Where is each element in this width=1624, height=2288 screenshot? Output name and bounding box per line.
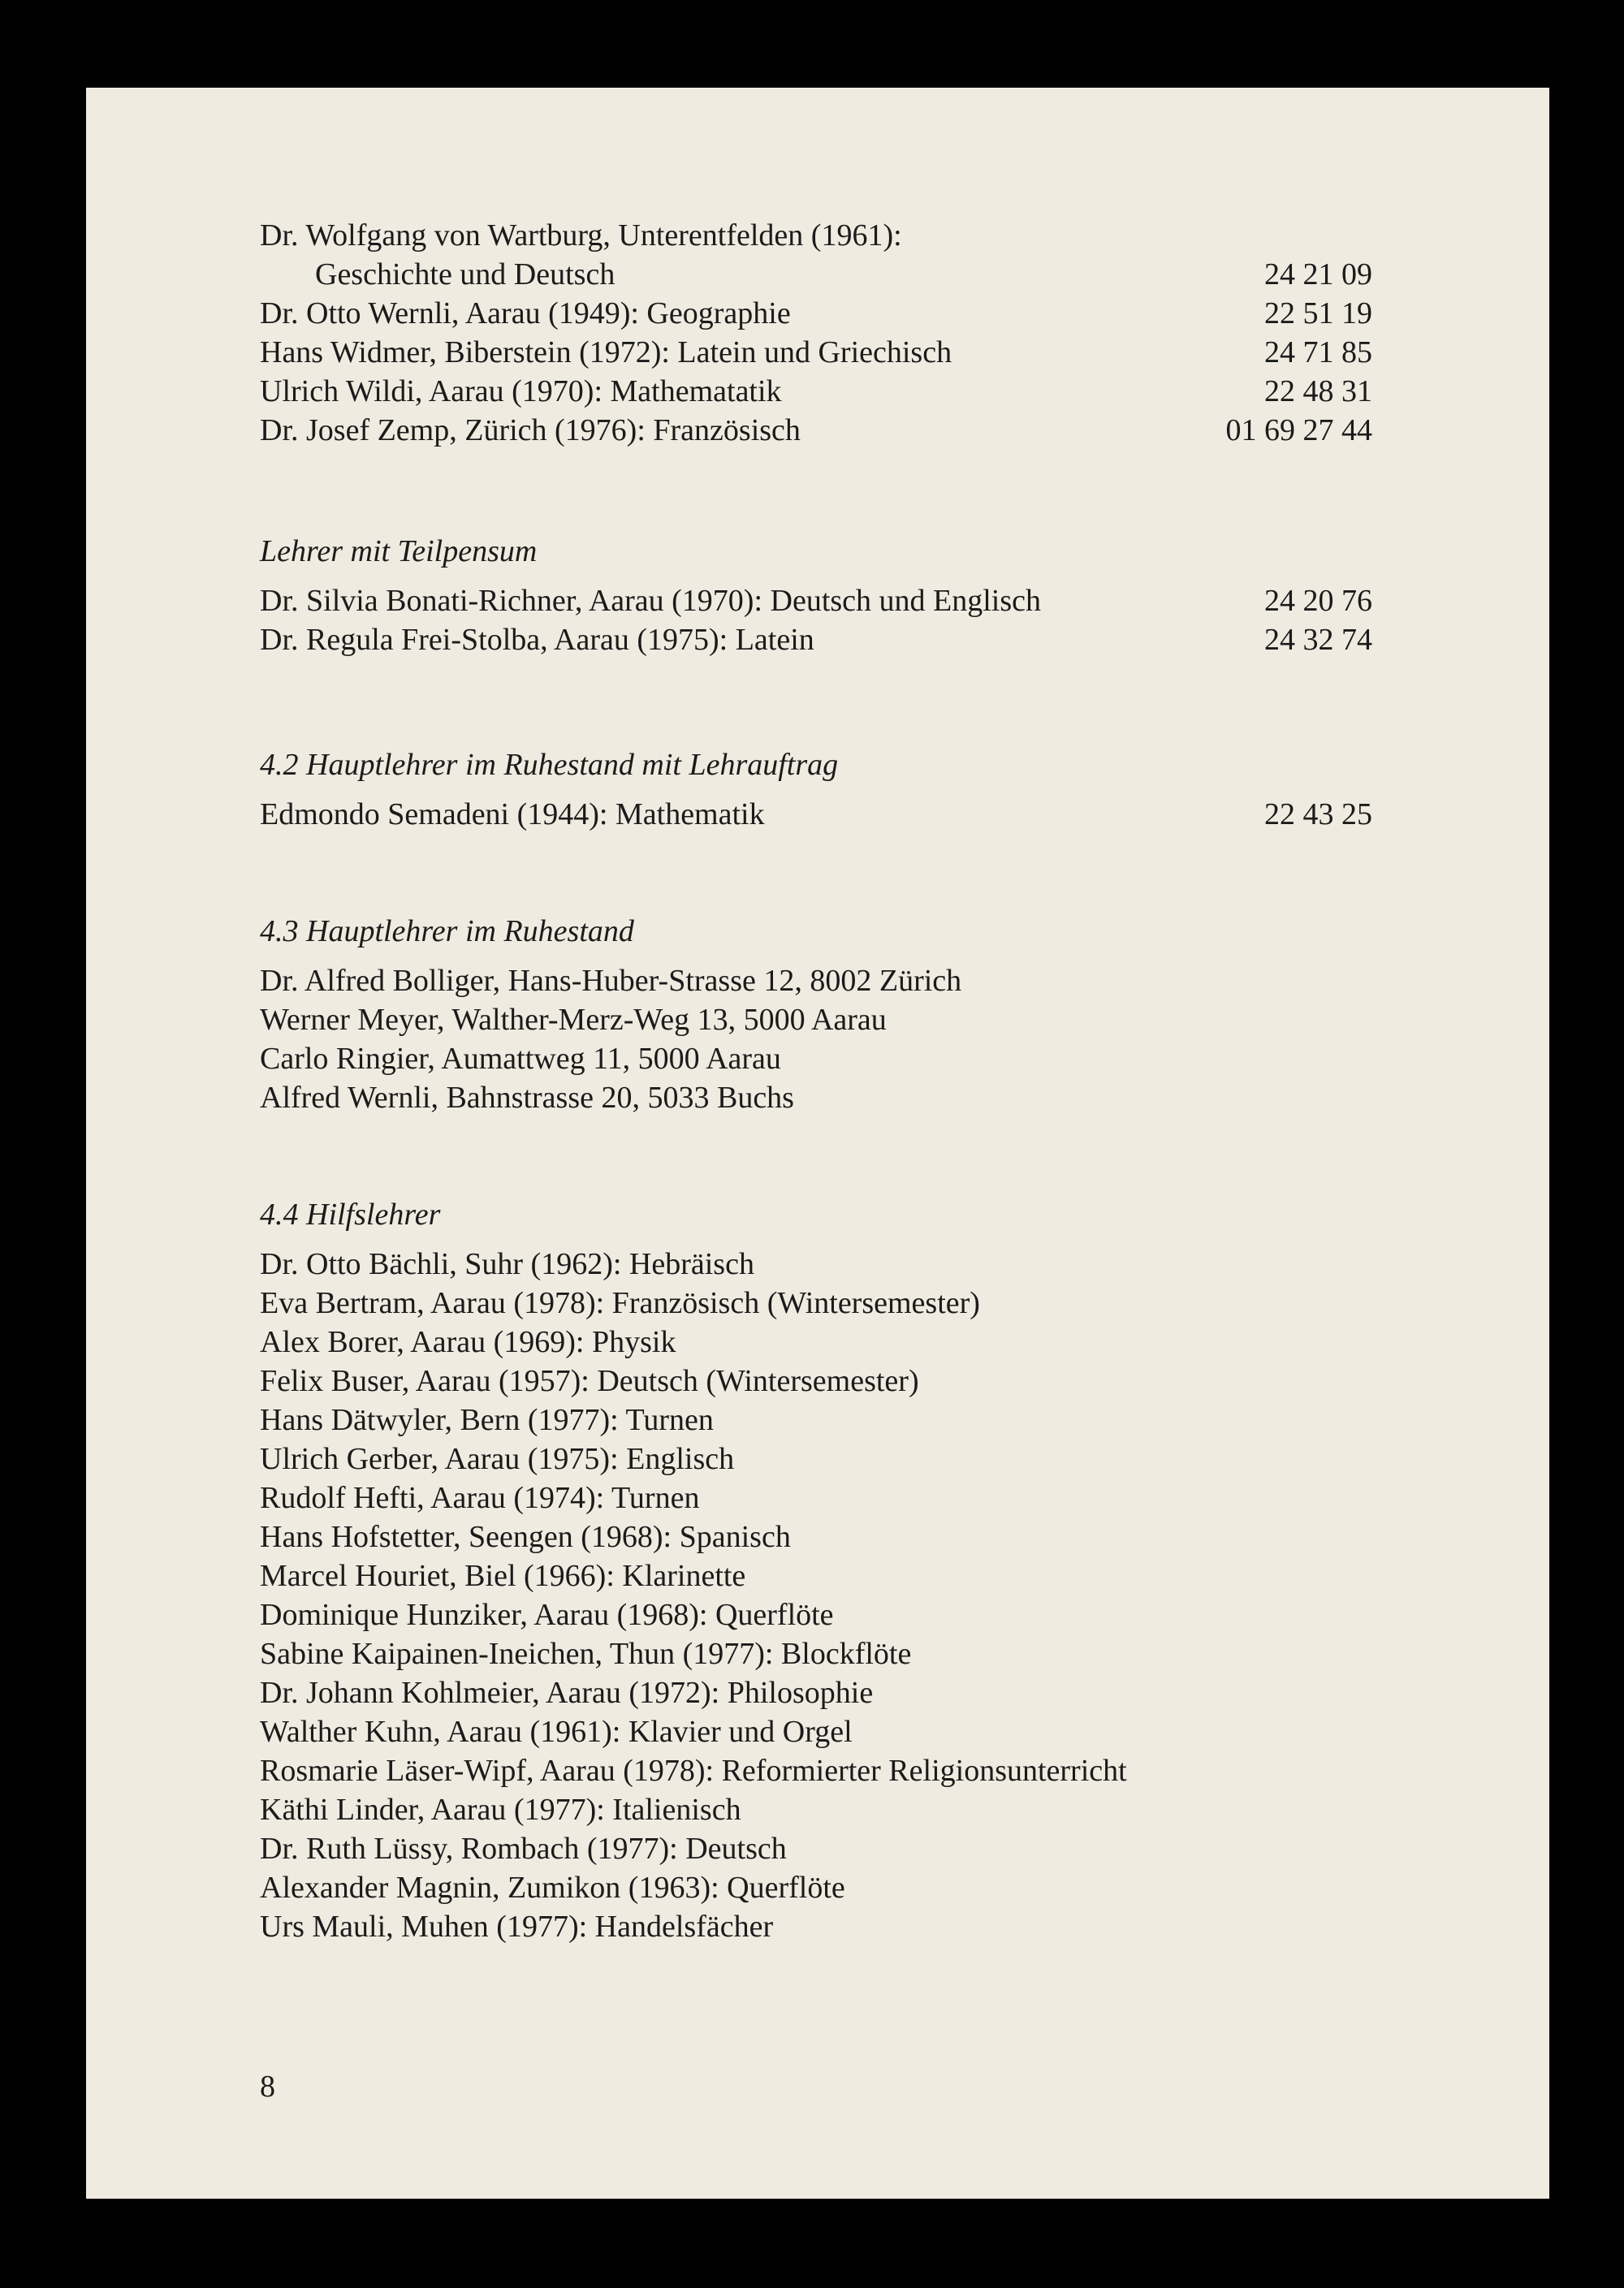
list-item [260, 1556, 1372, 1595]
phone-number: 01 69 27 44 [1225, 413, 1372, 447]
list-item [260, 1000, 1372, 1039]
list-item [260, 1595, 1372, 1634]
entry-text: Ulrich Gerber, Aarau (1975): Englisch [260, 1442, 735, 1476]
list-item [260, 795, 1372, 834]
entry-text: Dr. Johann Kohlmeier, Aarau (1972): Philosophie [260, 1676, 874, 1710]
entry-text: Alex Borer, Aarau (1969): Physik [260, 1325, 676, 1359]
phone-number: 22 48 31 [1264, 374, 1372, 408]
entry-text: Dr. Alfred Bolliger, Hans-Huber-Strasse 12, 8002 Zürich [260, 964, 962, 998]
heading-4-3: 4.3 Hauptlehrer im Ruhestand [260, 914, 634, 948]
list-item [260, 961, 1372, 1000]
entry-text: Geschichte und Deutsch [315, 257, 615, 291]
heading-4-4: 4.4 Hilfslehrer [260, 1198, 441, 1232]
entry-text: Dr. Regula Frei-Stolba, Aarau (1975): Latein [260, 623, 814, 657]
heading-4-2: 4.2 Hauptlehrer im Ruhestand mit Lehrauftrag [260, 748, 839, 782]
phone-number: 22 51 19 [1264, 296, 1372, 330]
entry-text: Dr. Wolfgang von Wartburg, Unterentfelden (1961): [260, 218, 902, 253]
teacher-list-main [260, 216, 1372, 450]
list-item [260, 1712, 1372, 1751]
phone-number: 24 71 85 [1264, 335, 1372, 369]
entry-text: Felix Buser, Aarau (1957): Deutsch (Wintersemester) [260, 1364, 919, 1398]
entry-text: Edmondo Semadeni (1944): Mathematik [260, 797, 765, 831]
list-item [260, 255, 1372, 294]
list-item [260, 1401, 1372, 1440]
entry-text: Rosmarie Läser-Wipf, Aarau (1978): Reformierter Religionsunterricht [260, 1754, 1127, 1788]
phone-number: 22 43 25 [1264, 797, 1372, 831]
list-item [260, 1634, 1372, 1673]
list-item [260, 1517, 1372, 1556]
entry-text: Dr. Otto Wernli, Aarau (1949): Geographie [260, 296, 791, 330]
entry-text: Walther Kuhn, Aarau (1961): Klavier und Orgel [260, 1715, 853, 1749]
entry-text: Dr. Silvia Bonati-Richner, Aarau (1970): Deutsch und Englisch [260, 584, 1042, 618]
entry-text: Rudolf Hefti, Aarau (1974): Turnen [260, 1481, 700, 1515]
entry-text: Ulrich Wildi, Aarau (1970): Mathematatik [260, 374, 782, 408]
teacher-list-4-4 [260, 1245, 1372, 1946]
list-item [260, 333, 1372, 372]
entry-text: Dr. Josef Zemp, Zürich (1976): Französisch [260, 413, 801, 447]
list-item [260, 1829, 1372, 1868]
page-number: 8 [260, 2070, 275, 2104]
phone-number: 24 21 09 [1264, 257, 1372, 291]
list-item [260, 1323, 1372, 1362]
list-item [260, 1751, 1372, 1790]
teacher-list-4-2 [260, 795, 1372, 834]
entry-text: Alfred Wernli, Bahnstrasse 20, 5033 Buchs [260, 1081, 794, 1115]
heading-teilpensum: Lehrer mit Teilpensum [260, 534, 538, 568]
list-item [260, 1440, 1372, 1479]
list-item [260, 216, 1372, 255]
entry-text: Hans Widmer, Biberstein (1972): Latein und Griechisch [260, 335, 952, 369]
teacher-list-4-3 [260, 961, 1372, 1117]
entry-text: Urs Mauli, Muhen (1977): Handelsfächer [260, 1910, 774, 1944]
entry-text: Eva Bertram, Aarau (1978): Französisch (Wintersemester) [260, 1286, 980, 1320]
list-item [260, 1362, 1372, 1401]
entry-text: Alexander Magnin, Zumikon (1963): Querflöte [260, 1871, 845, 1905]
list-item [260, 1790, 1372, 1829]
list-item [260, 581, 1372, 620]
list-item [260, 411, 1372, 450]
entry-text: Hans Hofstetter, Seengen (1968): Spanisch [260, 1520, 791, 1554]
entry-text: Hans Dätwyler, Bern (1977): Turnen [260, 1403, 714, 1437]
entry-text: Dr. Ruth Lüssy, Rombach (1977): Deutsch [260, 1832, 787, 1866]
list-item [260, 1245, 1372, 1284]
document-page [86, 88, 1549, 2199]
list-item [260, 294, 1372, 333]
entry-text: Carlo Ringier, Aumattweg 11, 5000 Aarau [260, 1042, 781, 1076]
teacher-list-teilpensum [260, 581, 1372, 659]
list-item [260, 1039, 1372, 1078]
entry-text: Sabine Kaipainen-Ineichen, Thun (1977): Blockflöte [260, 1637, 912, 1671]
list-item [260, 1284, 1372, 1323]
list-item [260, 1479, 1372, 1517]
entry-text: Käthi Linder, Aarau (1977): Italienisch [260, 1793, 741, 1827]
list-item [260, 1907, 1372, 1946]
entry-text: Werner Meyer, Walther-Merz-Weg 13, 5000 Aarau [260, 1003, 887, 1037]
page-content [260, 216, 1372, 1946]
list-item [260, 1673, 1372, 1712]
list-item [260, 1078, 1372, 1117]
phone-number: 24 20 76 [1264, 584, 1372, 618]
phone-number: 24 32 74 [1264, 623, 1372, 657]
list-item [260, 620, 1372, 659]
list-item [260, 1868, 1372, 1907]
entry-text: Dominique Hunziker, Aarau (1968): Querflöte [260, 1598, 834, 1632]
entry-text: Marcel Houriet, Biel (1966): Klarinette [260, 1559, 746, 1593]
entry-text: Dr. Otto Bächli, Suhr (1962): Hebräisch [260, 1247, 754, 1281]
list-item [260, 372, 1372, 411]
